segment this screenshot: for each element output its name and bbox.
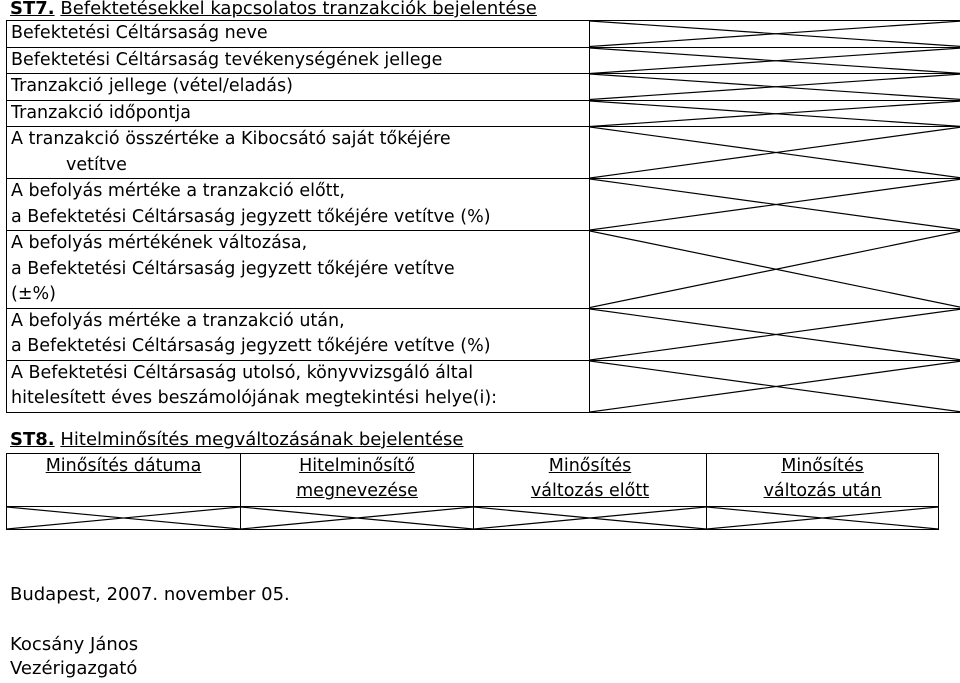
st7-row-label-line: A Befektetési Céltársaság utolsó, könyvvizsgáló által	[11, 362, 474, 383]
st7-row-label	[7, 360, 590, 412]
st8-column-header-line: változás előtt	[530, 481, 650, 501]
st8-column-header-line: megnevezése	[296, 481, 418, 501]
st7-row-value-crossed	[590, 231, 960, 309]
st7-row-label-line: Tranzakció időpontja	[11, 102, 191, 123]
st8-column-header-line: Minősítés	[781, 456, 864, 476]
st7-row-label-line: a Befektetési Céltársaság jegyzett tőkéjére vetítve (%)	[11, 336, 491, 356]
st7-row	[7, 74, 960, 101]
st7-row-label-line: vetítve	[66, 154, 127, 175]
st7-heading	[10, 0, 537, 20]
st7-row	[7, 179, 960, 231]
st7-row-label	[7, 21, 590, 48]
signatory-name: Kocsány János	[10, 634, 139, 655]
st7-row-label-line: Tranzakció jellege (vétel/eladás)	[11, 76, 293, 96]
cross-out-mark	[590, 21, 960, 47]
cross-out-mark	[590, 309, 960, 360]
cross-out-mark	[590, 179, 960, 230]
cross-out-mark	[590, 127, 960, 178]
st8-column-header-line: Hitelminősítő	[299, 456, 415, 476]
st7-table	[6, 20, 960, 413]
st7-row-label-line: A befolyás mértéke a tranzakció előtt,	[11, 181, 345, 201]
cross-out-mark	[474, 507, 706, 529]
st8-column-header-line: Minősítés	[548, 456, 632, 476]
st7-row-label	[7, 74, 590, 101]
st7-row-label	[7, 179, 590, 231]
st7-row-label-line: A befolyás mértékének változása,	[11, 233, 308, 253]
st7-row-label-line: Befektetési Céltársaság neve	[11, 23, 268, 43]
st8-column-header	[474, 454, 707, 507]
st7-row-label-line: a Befektetési Céltársaság jegyzett tőkéjére vetítve (%)	[11, 206, 491, 227]
cross-out-mark	[707, 507, 938, 529]
st7-row-label-line: Befektetési Céltársaság tevékenységének jellege	[11, 49, 443, 70]
st7-title: Befektetésekkel kapcsolatos tranzakciók bejelentése	[60, 0, 537, 19]
st8-column-header	[707, 454, 939, 507]
st7-row-label	[7, 127, 590, 179]
st8-code: ST8.	[10, 429, 55, 450]
st7-row-value-crossed	[590, 74, 960, 101]
st8-empty-cell-crossed	[7, 507, 241, 530]
st7-row-value-crossed	[590, 100, 960, 127]
st7-row	[7, 47, 960, 74]
cross-out-mark	[241, 507, 473, 529]
st7-row	[7, 231, 960, 309]
st7-row	[7, 308, 960, 360]
st7-row-value-crossed	[590, 179, 960, 231]
st8-table	[6, 453, 939, 530]
st7-row-label-line: A befolyás mértéke a tranzakció után,	[11, 310, 345, 331]
cross-out-mark	[590, 361, 960, 412]
st7-code: ST7.	[10, 0, 55, 19]
cross-out-mark	[590, 231, 960, 308]
st8-title: Hitelminősítés megváltozásának bejelentése	[60, 429, 464, 450]
st7-row-label-line: hitelesített éves beszámolójának megtekintési helye(i):	[11, 388, 498, 408]
st8-empty-cell-crossed	[474, 507, 707, 530]
st8-empty-cell-crossed	[707, 507, 939, 530]
st7-row-label-line: (±%)	[11, 284, 56, 304]
st7-row-value-crossed	[590, 21, 960, 48]
st8-column-header	[241, 454, 474, 507]
st8-empty-cell-crossed	[241, 507, 474, 530]
signatory-position: Vezérigazgató	[10, 658, 138, 679]
st8-column-header	[7, 454, 241, 507]
st7-row	[7, 127, 960, 179]
place-date: Budapest, 2007. november 05.	[10, 584, 290, 605]
st7-row-label	[7, 100, 590, 127]
st7-row	[7, 360, 960, 412]
cross-out-mark	[590, 101, 960, 127]
st8-column-header-line: változás után	[763, 481, 882, 501]
st7-row-value-crossed	[590, 308, 960, 360]
cross-out-mark	[590, 48, 960, 74]
st7-row-label	[7, 231, 590, 309]
cross-out-mark	[7, 507, 240, 529]
st7-row-label	[7, 308, 590, 360]
st7-row-value-crossed	[590, 47, 960, 74]
st8-heading	[10, 428, 463, 452]
cross-out-mark	[590, 74, 960, 100]
st7-row	[7, 21, 960, 48]
st7-row	[7, 100, 960, 127]
st7-row-label-line: A tranzakció összértéke a Kibocsátó saját tőkéjére	[11, 129, 451, 149]
st7-row-value-crossed	[590, 127, 960, 179]
st7-row-label	[7, 47, 590, 74]
st7-row-value-crossed	[590, 360, 960, 412]
st8-column-header-line: Minősítés dátuma	[45, 456, 202, 476]
st7-row-label-line: a Befektetési Céltársaság jegyzett tőkéjére vetítve	[11, 258, 455, 279]
